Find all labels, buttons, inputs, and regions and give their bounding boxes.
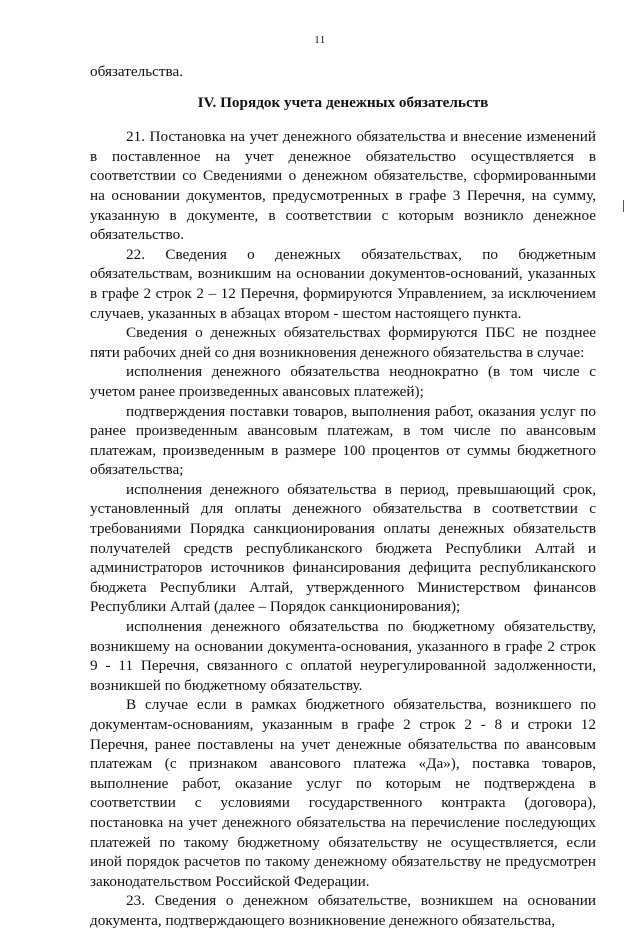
paragraph-22: 22. Сведения о денежных обязательствах, по бюджетным обязательствам, возникшим на основании документов-оснований, указанных в графе 2 строк 2 – 12 Перечня, формируются Управлением, за исключением случаев, указанных в абзацах втором - шестом настоящего пункта.	[90, 245, 596, 322]
paragraph-advance-payments: В случае если в рамках бюджетного обязательства, возникшего по документам-основаниям, указанным в графе 2 строк 2 - 8 и строки 12 Перечня, ранее поставлены на учет денежные обязательства по авансовым платежам (с признаком авансового платежа «Да»), поставка товаров, выполнение работ, оказание услуг по которым не подтверждена в соответствии с условиями государственного контракта (договора), постановка на учет денежного обязательства на перечисление последующих платежей по такому бюджетному обязательству не осуществляется, если иной порядок расчетов по такому денежному обязательству не предусмотрен законодательством Российской Федерации.	[90, 696, 596, 890]
paragraph-pbs-cases: Сведения о денежных обязательствах формируются ПБС не позднее пяти рабочих дней со дня возникновения денежного обязательства в случае:	[90, 324, 596, 361]
page-number: 11	[314, 34, 326, 46]
document-body	[90, 62, 596, 931]
paragraph-case-3: исполнения денежного обязательства в период, превышающий срок, установленный для оплаты денежного обязательства в соответствии с требованиями Порядка санкционирования оплаты денежных обязательств получателей средств республиканского бюджета Республики Алтай и администраторов источников финансирования дефицита республиканского бюджета Республики Алтай, утвержденного Министерством финансов Республики Алтай (далее – Порядок санкционирования);	[90, 480, 596, 616]
margin-mark	[623, 200, 624, 212]
paragraph-continuation: обязательства.	[90, 63, 184, 80]
paragraph-case-1: исполнения денежного обязательства неоднократно (в том числе с учетом ранее произведенных авансовых платежей);	[90, 363, 596, 400]
paragraph-case-4: исполнения денежного обязательства по бюджетному обязательству, возникшему на основании документа-основания, указанного в графе 2 строк 9 - 11 Перечня, связанного с оплатой неурегулированной задолженности, возникшей по бюджетному обязательству.	[90, 618, 596, 694]
section-heading: IV. Порядок учета денежных обязательств	[197, 93, 489, 111]
paragraph-21: 21. Постановка на учет денежного обязательства и внесение изменений в поставленное на учет денежное обязательство осуществляется в соответствии со Сведениями о денежном обязательстве, сформированными на основании документов, предусмотренных в графе 3 Перечня, на сумму, указанную в документе, в соответствии с которым возникло денежное обязательство.	[90, 128, 596, 244]
paragraph-case-2: подтверждения поставки товаров, выполнения работ, оказания услуг по ранее произведенным авансовым платежам, в том числе по авансовым платежам, произведенным в размере 100 процентов от суммы бюджетного обязательства;	[90, 402, 596, 479]
paragraph-23: 23. Сведения о денежном обязательстве, возникшем на основании документа, подтверждающего возникновение денежного обязательства,	[90, 892, 596, 929]
